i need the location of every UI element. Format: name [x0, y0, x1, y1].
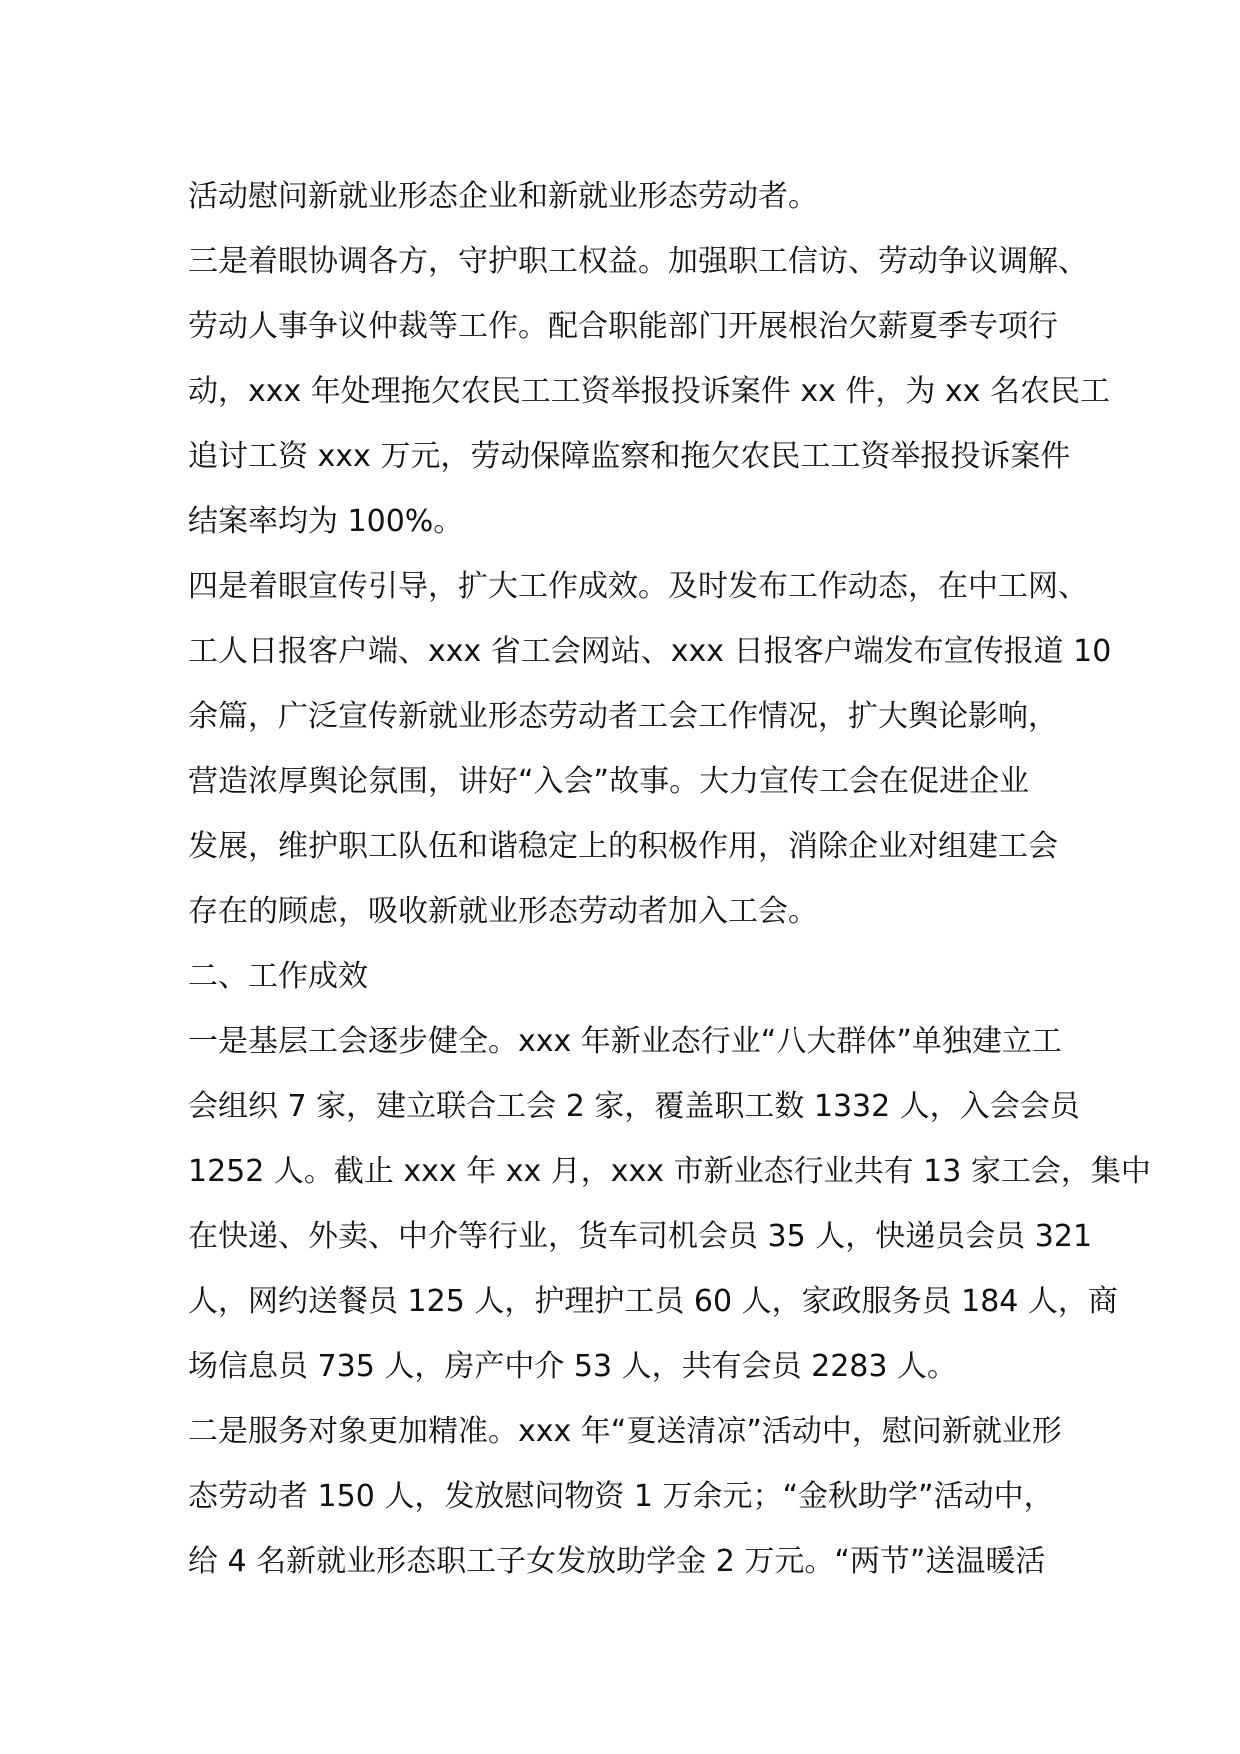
text-line: 四是着眼宣传引导，扩大工作成效。及时发布工作动态，在中工网、 — [188, 569, 1088, 604]
text-line: 场信息员 735 人，房产中介 53 人，共有会员 2283 人。 — [188, 1349, 957, 1384]
text-line: 余篇，广泛宣传新就业形态劳动者工会工作情况，扩大舆论影响， — [188, 699, 1058, 734]
text-line: 三是着眼协调各方，守护职工权益。加强职工信访、劳动争议调解、 — [188, 244, 1088, 279]
text-line: 态劳动者 150 人，发放慰问物资 1 万余元；“金秋助学”活动中， — [188, 1479, 1054, 1514]
text-line: 活动慰问新就业形态企业和新就业形态劳动者。 — [188, 179, 818, 214]
text-line: 一是基层工会逐步健全。xxx 年新业态行业“八大群体”单独建立工 — [188, 1024, 1062, 1059]
text-line: 工人日报客户端、xxx 省工会网站、xxx 日报客户端发布宣传报道 10 — [188, 634, 1112, 669]
text-line: 发展，维护职工队伍和谐稳定上的积极作用，消除企业对组建工会 — [188, 829, 1058, 864]
section-heading: 二、工作成效 — [188, 959, 368, 994]
text-line: 结案率均为 100%。 — [188, 504, 464, 539]
text-line: 1252 人。截止 xxx 年 xx 月，xxx 市新业态行业共有 13 家工会，集中 — [188, 1154, 1151, 1189]
text-line: 二是服务对象更加精准。xxx 年“夏送清凉”活动中，慰问新就业形 — [188, 1414, 1062, 1449]
text-line: 存在的顾虑，吸收新就业形态劳动者加入工会。 — [188, 894, 818, 929]
text-line: 会组织 7 家，建立联合工会 2 家，覆盖职工数 1332 人，入会会员 — [188, 1089, 1080, 1124]
text-line: 追讨工资 xxx 万元，劳动保障监察和拖欠农民工工资举报投诉案件 — [188, 439, 1071, 474]
text-line: 在快递、外卖、中介等行业，货车司机会员 35 人，快递员会员 321 — [188, 1219, 1093, 1254]
text-line: 给 4 名新就业形态职工子女发放助学金 2 万元。“两节”送温暖活 — [188, 1544, 1046, 1579]
text-line: 人，网约送餐员 125 人，护理护工员 60 人，家政服务员 184 人，商 — [188, 1284, 1118, 1319]
text-line: 营造浓厚舆论氛围，讲好“入会”故事。大力宣传工会在促进企业 — [188, 764, 1030, 799]
document-body — [188, 164, 1151, 1594]
text-line: 动，xxx 年处理拖欠农民工工资举报投诉案件 xx 件，为 xx 名农民工 — [188, 374, 1110, 409]
text-line: 劳动人事争议仲裁等工作。配合职能部门开展根治欠薪夏季专项行 — [188, 309, 1058, 344]
